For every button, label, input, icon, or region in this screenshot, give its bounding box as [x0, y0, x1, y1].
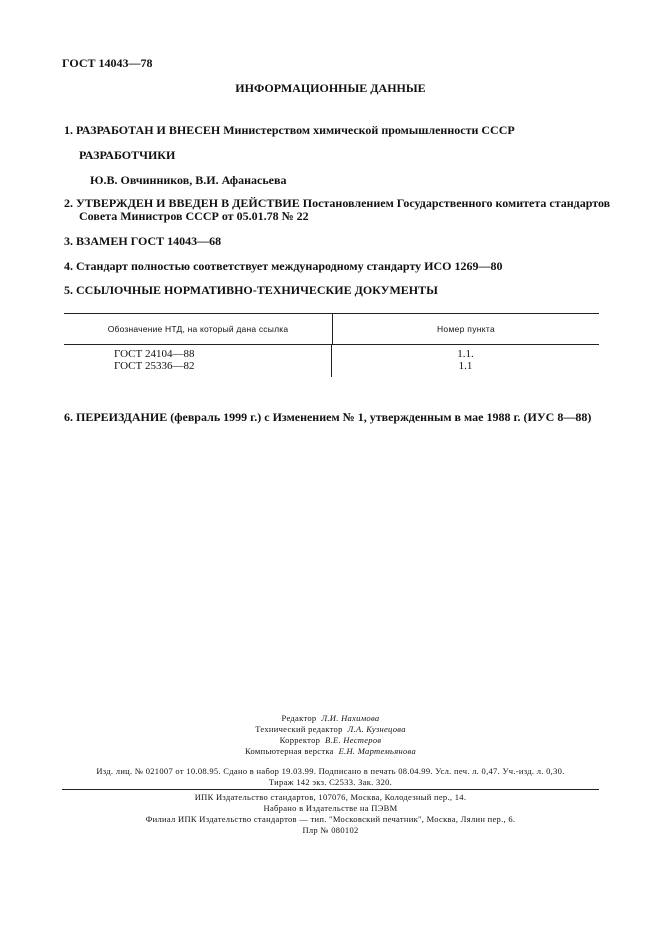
table-cell: ГОСТ 25336—82 [114, 360, 195, 372]
section-3: 3. ВЗАМЕН ГОСТ 14043—68 [64, 234, 222, 248]
publisher-info [0, 792, 661, 836]
section-1-label: 1. РАЗРАБОТАН И ВНЕСЕН [64, 123, 221, 137]
doc-number: ГОСТ 14043—78 [62, 56, 153, 70]
table-header-clause: Номер пункта [436, 324, 495, 334]
table-column-designation [64, 345, 332, 377]
table-cell: ГОСТ 24104—88 [114, 348, 195, 360]
table-cell: 1.1. [457, 348, 474, 360]
print-info-line2: Тираж 142 экз. С2533. Зак. 320. [268, 777, 393, 787]
section-5: 5. ССЫЛОЧНЫЕ НОРМАТИВНО-ТЕХНИЧЕСКИЕ ДОКУМЕНТЫ [64, 283, 438, 297]
credit-tech-editor: Технический редактор Л.А. Кузнецова [255, 724, 406, 734]
publisher-line2: Набрано в Издательстве на ПЭВМ [263, 803, 398, 813]
publisher-line4: Плр № 080102 [302, 825, 359, 835]
table-header [64, 313, 599, 345]
publisher-line3: Филиал ИПК Издательство стандартов — тип. "Московский печатник", Москва, Лялин пер., 6. [145, 814, 516, 824]
table-cell: 1.1 [458, 360, 473, 372]
section-2-text-line2: Совета Министров СССР от 05.01.78 № 22 [79, 209, 309, 223]
section-1-text: Министерством химической промышленности СССР [223, 123, 515, 137]
section-4: 4. Стандарт полностью соответствует международному стандарту ИСО 1269—80 [64, 259, 503, 273]
references-table [64, 313, 599, 377]
page-title: ИНФОРМАЦИОННЫЕ ДАННЫЕ [235, 81, 426, 95]
footer-rule [62, 789, 599, 790]
section-2 [64, 197, 610, 223]
developers-names: Ю.В. Овчинников, В.И. Афанасьева [90, 173, 287, 187]
credits [0, 713, 661, 757]
section-2-label: 2. УТВЕРЖДЕН И ВВЕДЕН В ДЕЙСТВИЕ [64, 196, 300, 210]
print-info-line1: Изд. лиц. № 021007 от 10.08.95. Сдано в набор 19.03.99. Подписано в печать 08.04.99. Усл. печ. л. 0,47. Уч.-изд. л. 0,30. [96, 766, 565, 776]
table-header-designation: Обозначение НТД, на который дана ссылка [64, 314, 333, 344]
section-1 [64, 124, 515, 137]
credit-corrector: Корректор В.Е. Нестеров [279, 735, 382, 745]
section-2-text-line1: Постановлением Государственного комитета стандартов [302, 196, 611, 210]
credit-editor: Редактор Л.И. Нахимова [281, 713, 380, 723]
developers-label: РАЗРАБОТЧИКИ [79, 148, 176, 162]
section-6: 6. ПЕРЕИЗДАНИЕ (февраль 1999 г.) с Изменением № 1, утвержденным в мае 1988 г. (ИУС 8—88) [64, 410, 592, 424]
publisher-line1: ИПК Издательство стандартов, 107076, Москва, Колодезный пер., 14. [194, 792, 467, 802]
print-info [0, 766, 661, 788]
table-column-clause [332, 345, 599, 377]
table-body [64, 345, 599, 377]
credit-layout: Компьютерная верстка Е.Н. Мартемьянова [244, 746, 417, 756]
